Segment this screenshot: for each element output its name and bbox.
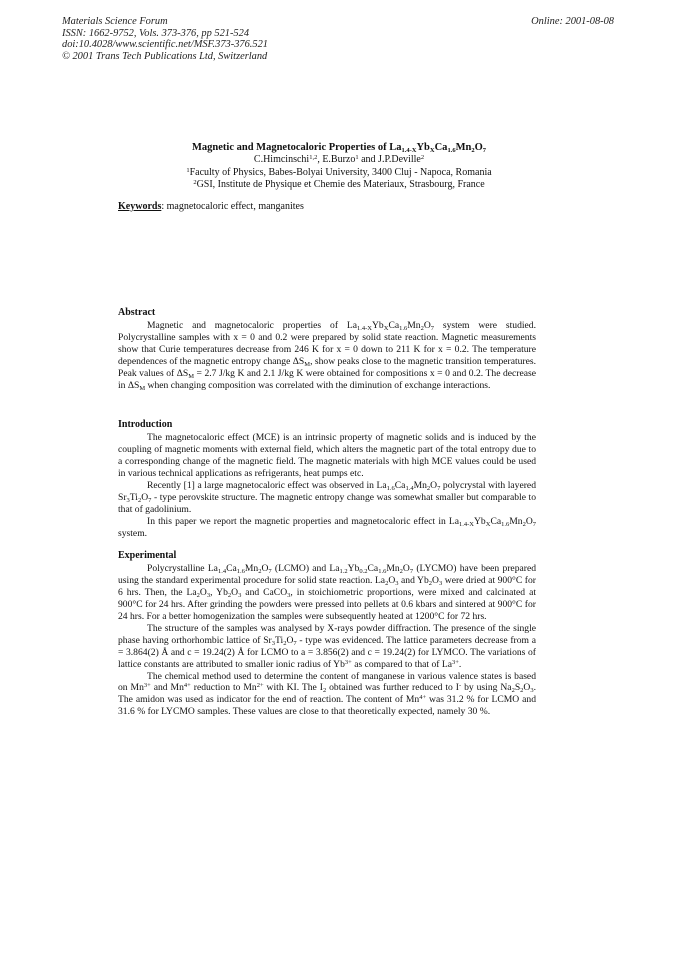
author-list: C.Himcinschi$^{1,2}$, E.Burzo$^1$ and J.P.Deville$^2$ <box>253 154 425 165</box>
keywords-label: Keywords <box>118 201 162 212</box>
introduction-section <box>118 419 536 540</box>
introduction-paragraph-3: In this paper we report the magnetic properties and magnetocaloric effect in $La_{1.4-X}Yb_XCa_{1.6}Mn_2O_7$ system. <box>118 515 536 539</box>
introduction-paragraph-1: The magnetocaloric effect (MCE) is an intrinsic property of magnetic solids and is induced by the coupling of magnetic moments with external field, which alters the magnetic part of the total entropy due to a corresponding change of the magnetic field. The magnetic materials with high MCE values could be used in various technical applications as refrigerants, heat pumps etc. <box>118 432 536 480</box>
journal-name: Materials Science Forum <box>62 16 168 27</box>
paper-title: Magnetic and Magnetocaloric Properties of $La_{1.4-X}Yb_XCa_{1.6}Mn_2O_7$ <box>192 142 486 154</box>
abstract-section <box>118 307 536 392</box>
abstract-paragraph: Magnetic and magnetocaloric properties of $La_{1.4-X}Yb_XCa_{1.6}Mn_2O_7$ system were studied. Polycrystalline samples with x = 0 and 0.2 were prepared by solid state reaction. Magnetic measurements show that Curie temperatures decrease from 246 K for x = 0 down to 211 K for x = 0.2. The temperature dependences of the magnetic entropy change $\Delta S_M$, show peaks close to the magnetic transition temperatures. Peak values of $\Delta S_M = 2.7$ J/kg K and 2.1 J/kg K were obtained for compositions x = 0 and 0.2. The decrease in $\Delta S_M$ when changing composition was correlated with the diminution of exchange interactions. <box>118 320 537 392</box>
journal-citation <box>62 16 268 62</box>
experimental-paragraph-1: Polycrystalline $La_{1.4}Ca_{1.6}Mn_2O_7$ (LCMO) and $La_{1.2}Yb_{0.2}Ca_{1.6}Mn_2O_7$ (LYCMO) have been prepared using the standard experimental procedure for solid state reaction. $La_2O_3$ and $Yb_2O_3$ were dried at 900°C for 6 hrs. Then, the $La_2O_3$, $Yb_2O_3$ and CaCO$_3$, in stoichiometric proportions, were mixed and calcinated at 900°C for 24 hrs. After grinding the powders were pressed into pellets at 0.6 kbars and sintered at 900°C for 24 hrs. For a better homogenization the samples were subsequently heated at 1200°C for 72 hrs. <box>118 563 536 623</box>
keywords: Keywords: magnetocaloric effect, manganites <box>118 201 304 212</box>
experimental-paragraph-2: The structure of the samples was analysed by X-rays powder diffraction. The presence of the single phase having orthorhombic lattice of $Sr_3Ti_2O_7$ - type was evidenced. The lattice parameters decrease from a = 3.864(2) Å and c = 19.24(2) Å for LCMO to a = 3.856(2) and c = 19.24(2) for LYMCO. The variations of lattice constants are attributed to smaller ionic radius of $Yb^{3+}$ as compared to that of $La^{3+}$. <box>118 622 536 670</box>
online-date: Online: 2001-08-08 <box>531 16 614 27</box>
affiliation-1: $^1$Faculty of Physics, Babes-Bolyai University, 3400 Cluj - Napoca, Romania <box>186 167 492 178</box>
abstract-heading: Abstract <box>118 307 156 318</box>
copyright-line: © 2001 Trans Tech Publications Ltd, Switzerland <box>62 50 268 62</box>
affiliation-2: $^2$GSI, Institute de Physique et Chemie des Materiaux, Strasbourg, France <box>193 179 485 190</box>
introduction-heading: Introduction <box>118 419 173 430</box>
journal-issn: ISSN: 1662-9752, Vols. 373-376, pp 521-524 <box>62 27 250 39</box>
experimental-section <box>118 550 536 718</box>
doi-line: doi:10.4028/www.scientific.net/MSF.373-376.521 <box>62 39 268 51</box>
introduction-paragraph-2: Recently [1] a large magnetocaloric effect was observed in $La_{1.6}Ca_{1.4}Mn_2O_7$ polycrystal with layered $Sr_3Ti_2O_7$ - type perovskite structure. The magnetic entropy change was somewhat smaller but comparable to that of gadolinium. <box>118 480 536 515</box>
experimental-paragraph-3: The chemical method used to determine the content of manganese in various valence states is based on $Mn^{3+}$ and $Mn^{4+}$ reduction to $Mn^{2+}$ with KI. The $I_2$ obtained was further reduced to I- by using $Na_2S_2O_3$. The amidon was used as indicator for the end of reaction. The content of $Mn^{4+}$ was 31.2 % for LCMO and 31.6 % for LYCMO samples. These values are close to that theoretically expected, namely 30 %. <box>118 670 537 718</box>
experimental-heading: Experimental <box>118 550 177 561</box>
